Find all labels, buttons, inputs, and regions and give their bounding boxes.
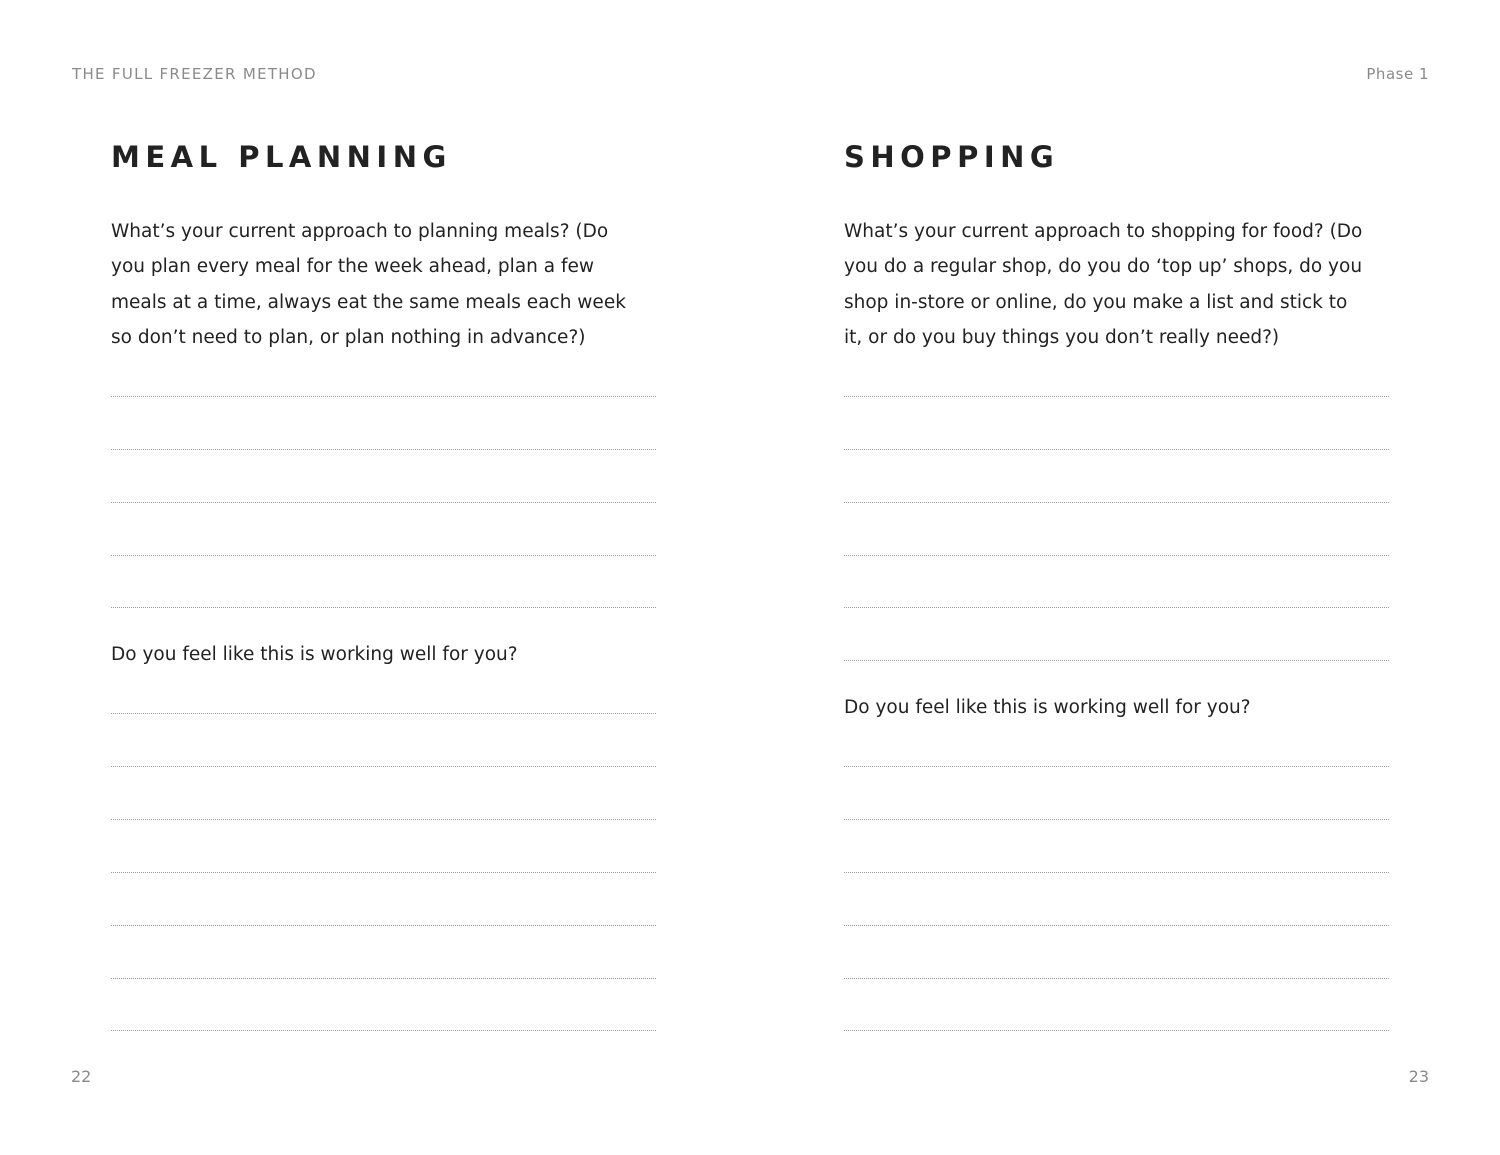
- running-head-section: Phase 1: [1366, 65, 1429, 83]
- running-head-book-title: THE FULL FREEZER METHOD: [72, 65, 317, 83]
- page-number-left: 22: [71, 1067, 92, 1086]
- prompt-line: meals at a time, always eat the same meals each week: [111, 291, 626, 313]
- answer-line[interactable]: [844, 925, 1389, 926]
- answer-line[interactable]: [844, 607, 1389, 608]
- prompt-line: shop in-store or online, do you make a list and stick to: [844, 291, 1348, 313]
- prompt-line: you do a regular shop, do you do ‘top up’ shops, do you: [844, 256, 1363, 278]
- answer-line[interactable]: [111, 766, 656, 767]
- answer-line[interactable]: [111, 872, 656, 873]
- shopping-question-2: Do you feel like this is working well for you?: [844, 697, 1251, 718]
- answer-line[interactable]: [111, 396, 656, 397]
- answer-line[interactable]: [111, 555, 656, 556]
- page-title-meal-planning: MEAL PLANNING: [111, 140, 452, 174]
- answer-line[interactable]: [111, 1030, 656, 1031]
- answer-line[interactable]: [111, 713, 656, 714]
- answer-line[interactable]: [111, 449, 656, 450]
- answer-line[interactable]: [844, 1030, 1389, 1031]
- answer-line[interactable]: [111, 925, 656, 926]
- answer-line[interactable]: [111, 819, 656, 820]
- answer-line[interactable]: [844, 766, 1389, 767]
- prompt-line: What’s your current approach to shopping for food? (Do: [844, 221, 1363, 242]
- answer-line[interactable]: [844, 978, 1389, 979]
- answer-line[interactable]: [844, 660, 1389, 661]
- answer-line[interactable]: [844, 502, 1389, 503]
- page-title-shopping: SHOPPING: [844, 140, 1060, 174]
- prompt-line: it, or do you buy things you don’t really need?): [844, 326, 1280, 348]
- answer-line[interactable]: [844, 819, 1389, 820]
- answer-line[interactable]: [844, 396, 1389, 397]
- meal-planning-question-1: [111, 214, 671, 355]
- answer-line[interactable]: [111, 607, 656, 608]
- answer-line[interactable]: [844, 872, 1389, 873]
- answer-line[interactable]: [111, 502, 656, 503]
- meal-planning-question-2: Do you feel like this is working well for you?: [111, 644, 518, 665]
- answer-line[interactable]: [844, 555, 1389, 556]
- prompt-line: you plan every meal for the week ahead, plan a few: [111, 256, 595, 278]
- page-number-right: 23: [1408, 1067, 1429, 1086]
- prompt-line: so don’t need to plan, or plan nothing in advance?): [111, 326, 586, 348]
- answer-line[interactable]: [111, 978, 656, 979]
- answer-line[interactable]: [844, 449, 1389, 450]
- shopping-question-1: [844, 214, 1424, 355]
- prompt-line: What’s your current approach to planning meals? (Do: [111, 221, 609, 242]
